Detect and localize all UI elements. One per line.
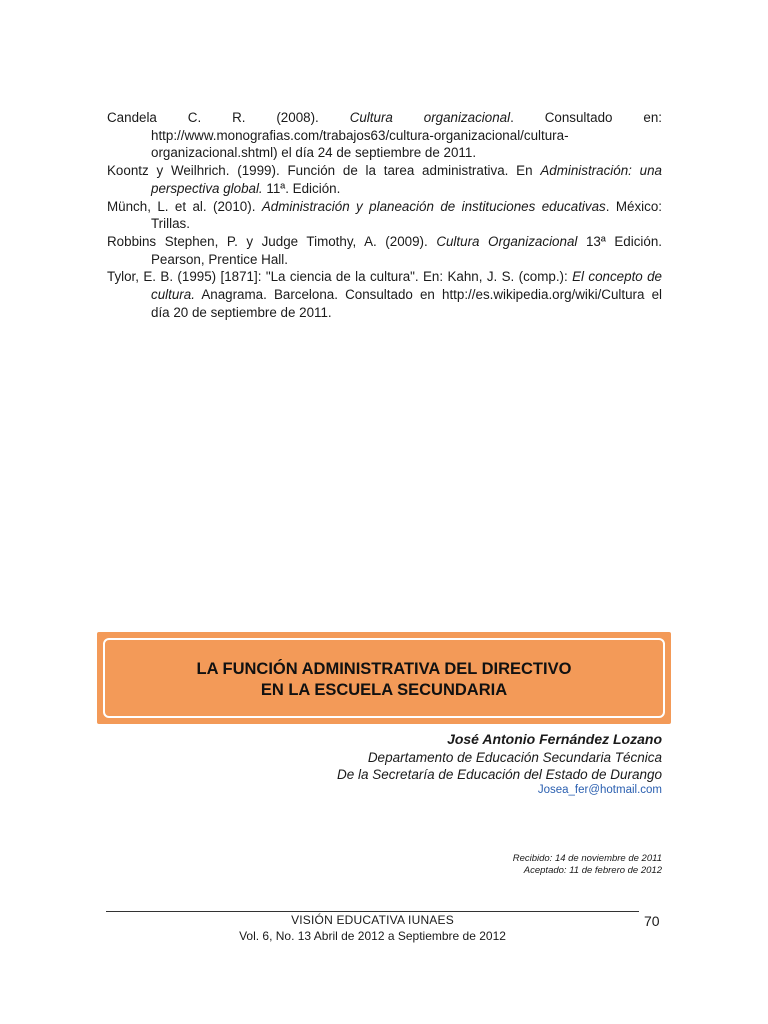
references-list: [107, 109, 662, 321]
author-institution: De la Secretaría de Educación del Estado de Durango: [337, 767, 662, 782]
author-name: José Antonio Fernández Lozano: [447, 731, 662, 747]
article-title-line-1: LA FUNCIÓN ADMINISTRATIVA DEL DIRECTIVO: [196, 660, 572, 678]
article-dates: [513, 853, 662, 877]
author-department: Departamento de Educación Secundaria Técnica: [367, 750, 662, 765]
reference-item: Robbins Stephen, P. y Judge Timothy, A. (2009). Cultura Organizacional 13ª Edición. Pearson, Prentice Hall.: [107, 233, 662, 267]
reference-item: Münch, L. et al. (2010). Administración y planeación de instituciones educativas. México: Trillas.: [107, 198, 662, 232]
reference-item: Tylor, E. B. (1995) [1871]: "La ciencia de la cultura". En: Kahn, J. S. (comp.): El concepto de cultura. Anagrama. Barcelona. Consultado en http://es.wikipedia.org/wiki/Cultura el día 20 de septiembre de 2011.: [107, 269, 662, 320]
received-date: Recibido: 14 de noviembre de 2011: [512, 853, 662, 864]
footer-divider: [106, 911, 639, 912]
author-email-link[interactable]: Josea_fer@hotmail.com: [537, 784, 662, 796]
page-number: 70: [644, 913, 660, 929]
article-title-banner: [97, 632, 671, 724]
accepted-date: Aceptado: 11 de febrero de 2012: [523, 865, 662, 876]
article-title-line-2: EN LA ESCUELA SECUNDARIA: [260, 681, 508, 699]
footer-volume-info: Vol. 6, No. 13 Abril de 2012 a Septiembre de 2012: [239, 929, 506, 943]
article-title: [97, 659, 671, 701]
footer-journal-name: VISIÓN EDUCATIVA IUNAES: [291, 913, 454, 927]
reference-item: Candela C. R. (2008). Cultura organizacional. Consultado en: http://www.monografias.com/trabajos63/cultura-organizacional/cultura-organizacional.shtml) el día 24 de septiembre de 2011.: [107, 110, 662, 161]
reference-item: Koontz y Weilhrich. (1999). Función de la tarea administrativa. En Administración: una perspectiva global. 11ª. Edición.: [107, 163, 662, 196]
author-block: [162, 729, 662, 798]
